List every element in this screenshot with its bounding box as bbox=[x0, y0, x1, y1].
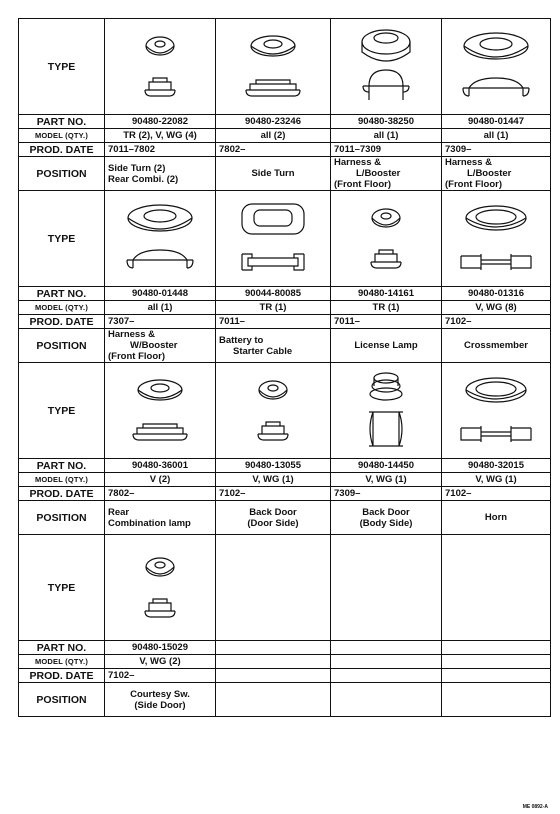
model-qty-label: MODEL (QTY.) bbox=[19, 655, 105, 669]
position-text bbox=[442, 501, 551, 535]
prod-date-row bbox=[19, 487, 551, 501]
part-no-row bbox=[19, 115, 551, 129]
position-row bbox=[19, 329, 551, 363]
position-line: Rear Combi. (2) bbox=[108, 173, 179, 185]
position-line: (Front Floor) bbox=[445, 179, 502, 190]
model-qty: all (1) bbox=[331, 129, 442, 143]
position-line: Side Turn bbox=[251, 168, 295, 179]
prod-date: 7011–7309 bbox=[331, 143, 442, 157]
position-text bbox=[331, 329, 442, 363]
part-no-label: PART NO. bbox=[19, 287, 105, 301]
prod-date: 7011– bbox=[216, 315, 331, 329]
position-label: POSITION bbox=[19, 157, 105, 191]
position-line: License Lamp bbox=[354, 340, 418, 351]
model-qty: TR (2), V, WG (4) bbox=[105, 129, 216, 143]
position-line: Crossmember bbox=[464, 340, 528, 351]
prod-date: 7102– bbox=[105, 669, 216, 683]
part-number: 90480-32015 bbox=[442, 459, 551, 473]
position-text bbox=[216, 329, 331, 363]
model-qty: all (2) bbox=[216, 129, 331, 143]
position-line: Rear bbox=[108, 506, 130, 518]
prod-date: 7309– bbox=[442, 143, 551, 157]
type-row bbox=[19, 363, 551, 459]
part-number bbox=[331, 641, 442, 655]
position-row bbox=[19, 157, 551, 191]
type-row bbox=[19, 191, 551, 287]
type-label: TYPE bbox=[19, 363, 105, 459]
model-qty: V, WG (1) bbox=[331, 473, 442, 487]
type-row bbox=[19, 535, 551, 641]
model-qty: all (1) bbox=[105, 301, 216, 315]
prod-date-row bbox=[19, 315, 551, 329]
grommet-illustration bbox=[442, 363, 551, 459]
part-number: 90480-13055 bbox=[216, 459, 331, 473]
position-row bbox=[19, 683, 551, 717]
grommet-illustration bbox=[105, 363, 216, 459]
part-number bbox=[442, 641, 551, 655]
part-number: 90480-01447 bbox=[442, 115, 551, 129]
model-row bbox=[19, 301, 551, 315]
part-no-label: PART NO. bbox=[19, 641, 105, 655]
type-label: TYPE bbox=[19, 191, 105, 287]
position-line: L/Booster bbox=[356, 168, 401, 179]
grommet-illustration bbox=[331, 535, 442, 641]
model-qty-label: MODEL (QTY.) bbox=[19, 129, 105, 143]
grommet-illustration bbox=[442, 19, 551, 115]
grommet-illustration bbox=[331, 191, 442, 287]
ring-grommet-icon bbox=[451, 196, 541, 282]
position-label: POSITION bbox=[19, 329, 105, 363]
prod-date: 7802– bbox=[105, 487, 216, 501]
grommet-illustration bbox=[216, 191, 331, 287]
position-text bbox=[331, 157, 442, 191]
part-number: 90480-15029 bbox=[105, 641, 216, 655]
model-qty bbox=[331, 655, 442, 669]
part-number: 90480-22082 bbox=[105, 115, 216, 129]
position-row bbox=[19, 501, 551, 535]
model-row bbox=[19, 129, 551, 143]
ring-grommet-icon bbox=[451, 368, 541, 454]
model-qty: V, WG (8) bbox=[442, 301, 551, 315]
position-line: Back Door bbox=[249, 506, 297, 518]
part-number: 90480-36001 bbox=[105, 459, 216, 473]
type-label: TYPE bbox=[19, 535, 105, 641]
part-no-label: PART NO. bbox=[19, 115, 105, 129]
part-no-row bbox=[19, 641, 551, 655]
position-line: (Door Side) bbox=[247, 517, 299, 529]
position-label: POSITION bbox=[19, 501, 105, 535]
position-text bbox=[105, 683, 216, 717]
position-line: (Front Floor) bbox=[108, 351, 165, 362]
grommet-illustration bbox=[331, 363, 442, 459]
model-qty bbox=[442, 655, 551, 669]
position-line: Side Turn (2) bbox=[108, 162, 166, 174]
prod-date: 7102– bbox=[216, 487, 331, 501]
part-number: 90480-14450 bbox=[331, 459, 442, 473]
oval-grommet-icon bbox=[115, 196, 205, 282]
position-text bbox=[331, 501, 442, 535]
type-label: TYPE bbox=[19, 19, 105, 115]
prod-date: 7102– bbox=[442, 315, 551, 329]
small-grommet-icon bbox=[228, 368, 318, 454]
tall-grommet-icon bbox=[341, 368, 431, 454]
part-number: 90480-23246 bbox=[216, 115, 331, 129]
type-row bbox=[19, 19, 551, 115]
position-line: (Front Floor) bbox=[334, 179, 391, 190]
small-grommet-icon bbox=[115, 24, 205, 110]
prod-date-row bbox=[19, 669, 551, 683]
model-qty-label: MODEL (QTY.) bbox=[19, 301, 105, 315]
small-grommet-icon bbox=[341, 196, 431, 282]
position-line: (Side Door) bbox=[134, 699, 186, 711]
grommet-illustration bbox=[216, 19, 331, 115]
position-text bbox=[442, 329, 551, 363]
prod-date: 7011– bbox=[331, 315, 442, 329]
model-qty: V, WG (1) bbox=[216, 473, 331, 487]
position-line: L/Booster bbox=[467, 168, 512, 179]
position-line: Battery to bbox=[219, 334, 264, 346]
position-text bbox=[105, 157, 216, 191]
position-line: Harness & bbox=[108, 329, 155, 340]
position-line: Courtesy Sw. bbox=[130, 688, 190, 700]
part-number bbox=[216, 641, 331, 655]
position-text bbox=[442, 683, 551, 717]
prod-date bbox=[216, 669, 331, 683]
model-qty: V, WG (2) bbox=[105, 655, 216, 669]
grommet-illustration bbox=[105, 19, 216, 115]
prod-date bbox=[442, 669, 551, 683]
model-qty-label: MODEL (QTY.) bbox=[19, 473, 105, 487]
position-text bbox=[105, 501, 216, 535]
position-label: POSITION bbox=[19, 683, 105, 717]
part-no-label: PART NO. bbox=[19, 459, 105, 473]
figure-code: ME 0892-A bbox=[522, 804, 548, 810]
prod-date: 7309– bbox=[331, 487, 442, 501]
prod-date: 7802– bbox=[216, 143, 331, 157]
model-row bbox=[19, 655, 551, 669]
position-text bbox=[216, 683, 331, 717]
part-number: 90480-01316 bbox=[442, 287, 551, 301]
grommet-illustration bbox=[442, 535, 551, 641]
prod-date: 7011–7802 bbox=[105, 143, 216, 157]
part-no-row bbox=[19, 459, 551, 473]
grommet-illustration bbox=[105, 191, 216, 287]
model-qty: TR (1) bbox=[331, 301, 442, 315]
prod-date bbox=[331, 669, 442, 683]
grommet-icon bbox=[228, 24, 318, 110]
grommet-illustration bbox=[216, 363, 331, 459]
grommet-illustration bbox=[105, 535, 216, 641]
large-grommet-icon bbox=[341, 24, 431, 110]
model-qty: V, WG (1) bbox=[442, 473, 551, 487]
grommet-illustration bbox=[442, 191, 551, 287]
prod-date-label: PROD. DATE bbox=[19, 669, 105, 683]
position-text bbox=[442, 157, 551, 191]
oval-grommet-icon bbox=[451, 24, 541, 110]
position-line: Back Door bbox=[362, 506, 410, 518]
prod-date: 7307– bbox=[105, 315, 216, 329]
position-text bbox=[331, 683, 442, 717]
position-line: Horn bbox=[484, 512, 508, 523]
grommet-icon bbox=[115, 368, 205, 454]
position-text bbox=[105, 329, 216, 363]
position-line: W/Booster bbox=[130, 340, 178, 351]
position-text bbox=[216, 157, 331, 191]
position-line: (Body Side) bbox=[359, 517, 413, 529]
position-line: Starter Cable bbox=[233, 345, 293, 357]
part-number: 90480-38250 bbox=[331, 115, 442, 129]
position-line: Harness & bbox=[445, 157, 492, 168]
position-line: Harness & bbox=[334, 157, 381, 168]
small-grommet-icon bbox=[115, 545, 205, 631]
grommet-table-body bbox=[19, 19, 551, 717]
grommet-table bbox=[18, 18, 551, 717]
model-qty: V (2) bbox=[105, 473, 216, 487]
position-line: Combination lamp bbox=[108, 517, 191, 529]
model-qty: all (1) bbox=[442, 129, 551, 143]
part-number: 90044-80085 bbox=[216, 287, 331, 301]
square-grommet-icon bbox=[228, 196, 318, 282]
prod-date-label: PROD. DATE bbox=[19, 315, 105, 329]
model-qty: TR (1) bbox=[216, 301, 331, 315]
prod-date-label: PROD. DATE bbox=[19, 143, 105, 157]
part-number: 90480-14161 bbox=[331, 287, 442, 301]
prod-date-row bbox=[19, 143, 551, 157]
part-no-row bbox=[19, 287, 551, 301]
part-number: 90480-01448 bbox=[105, 287, 216, 301]
model-row bbox=[19, 473, 551, 487]
model-qty bbox=[216, 655, 331, 669]
grommet-illustration bbox=[331, 19, 442, 115]
grommet-illustration bbox=[216, 535, 331, 641]
prod-date-label: PROD. DATE bbox=[19, 487, 105, 501]
position-text bbox=[216, 501, 331, 535]
prod-date: 7102– bbox=[442, 487, 551, 501]
